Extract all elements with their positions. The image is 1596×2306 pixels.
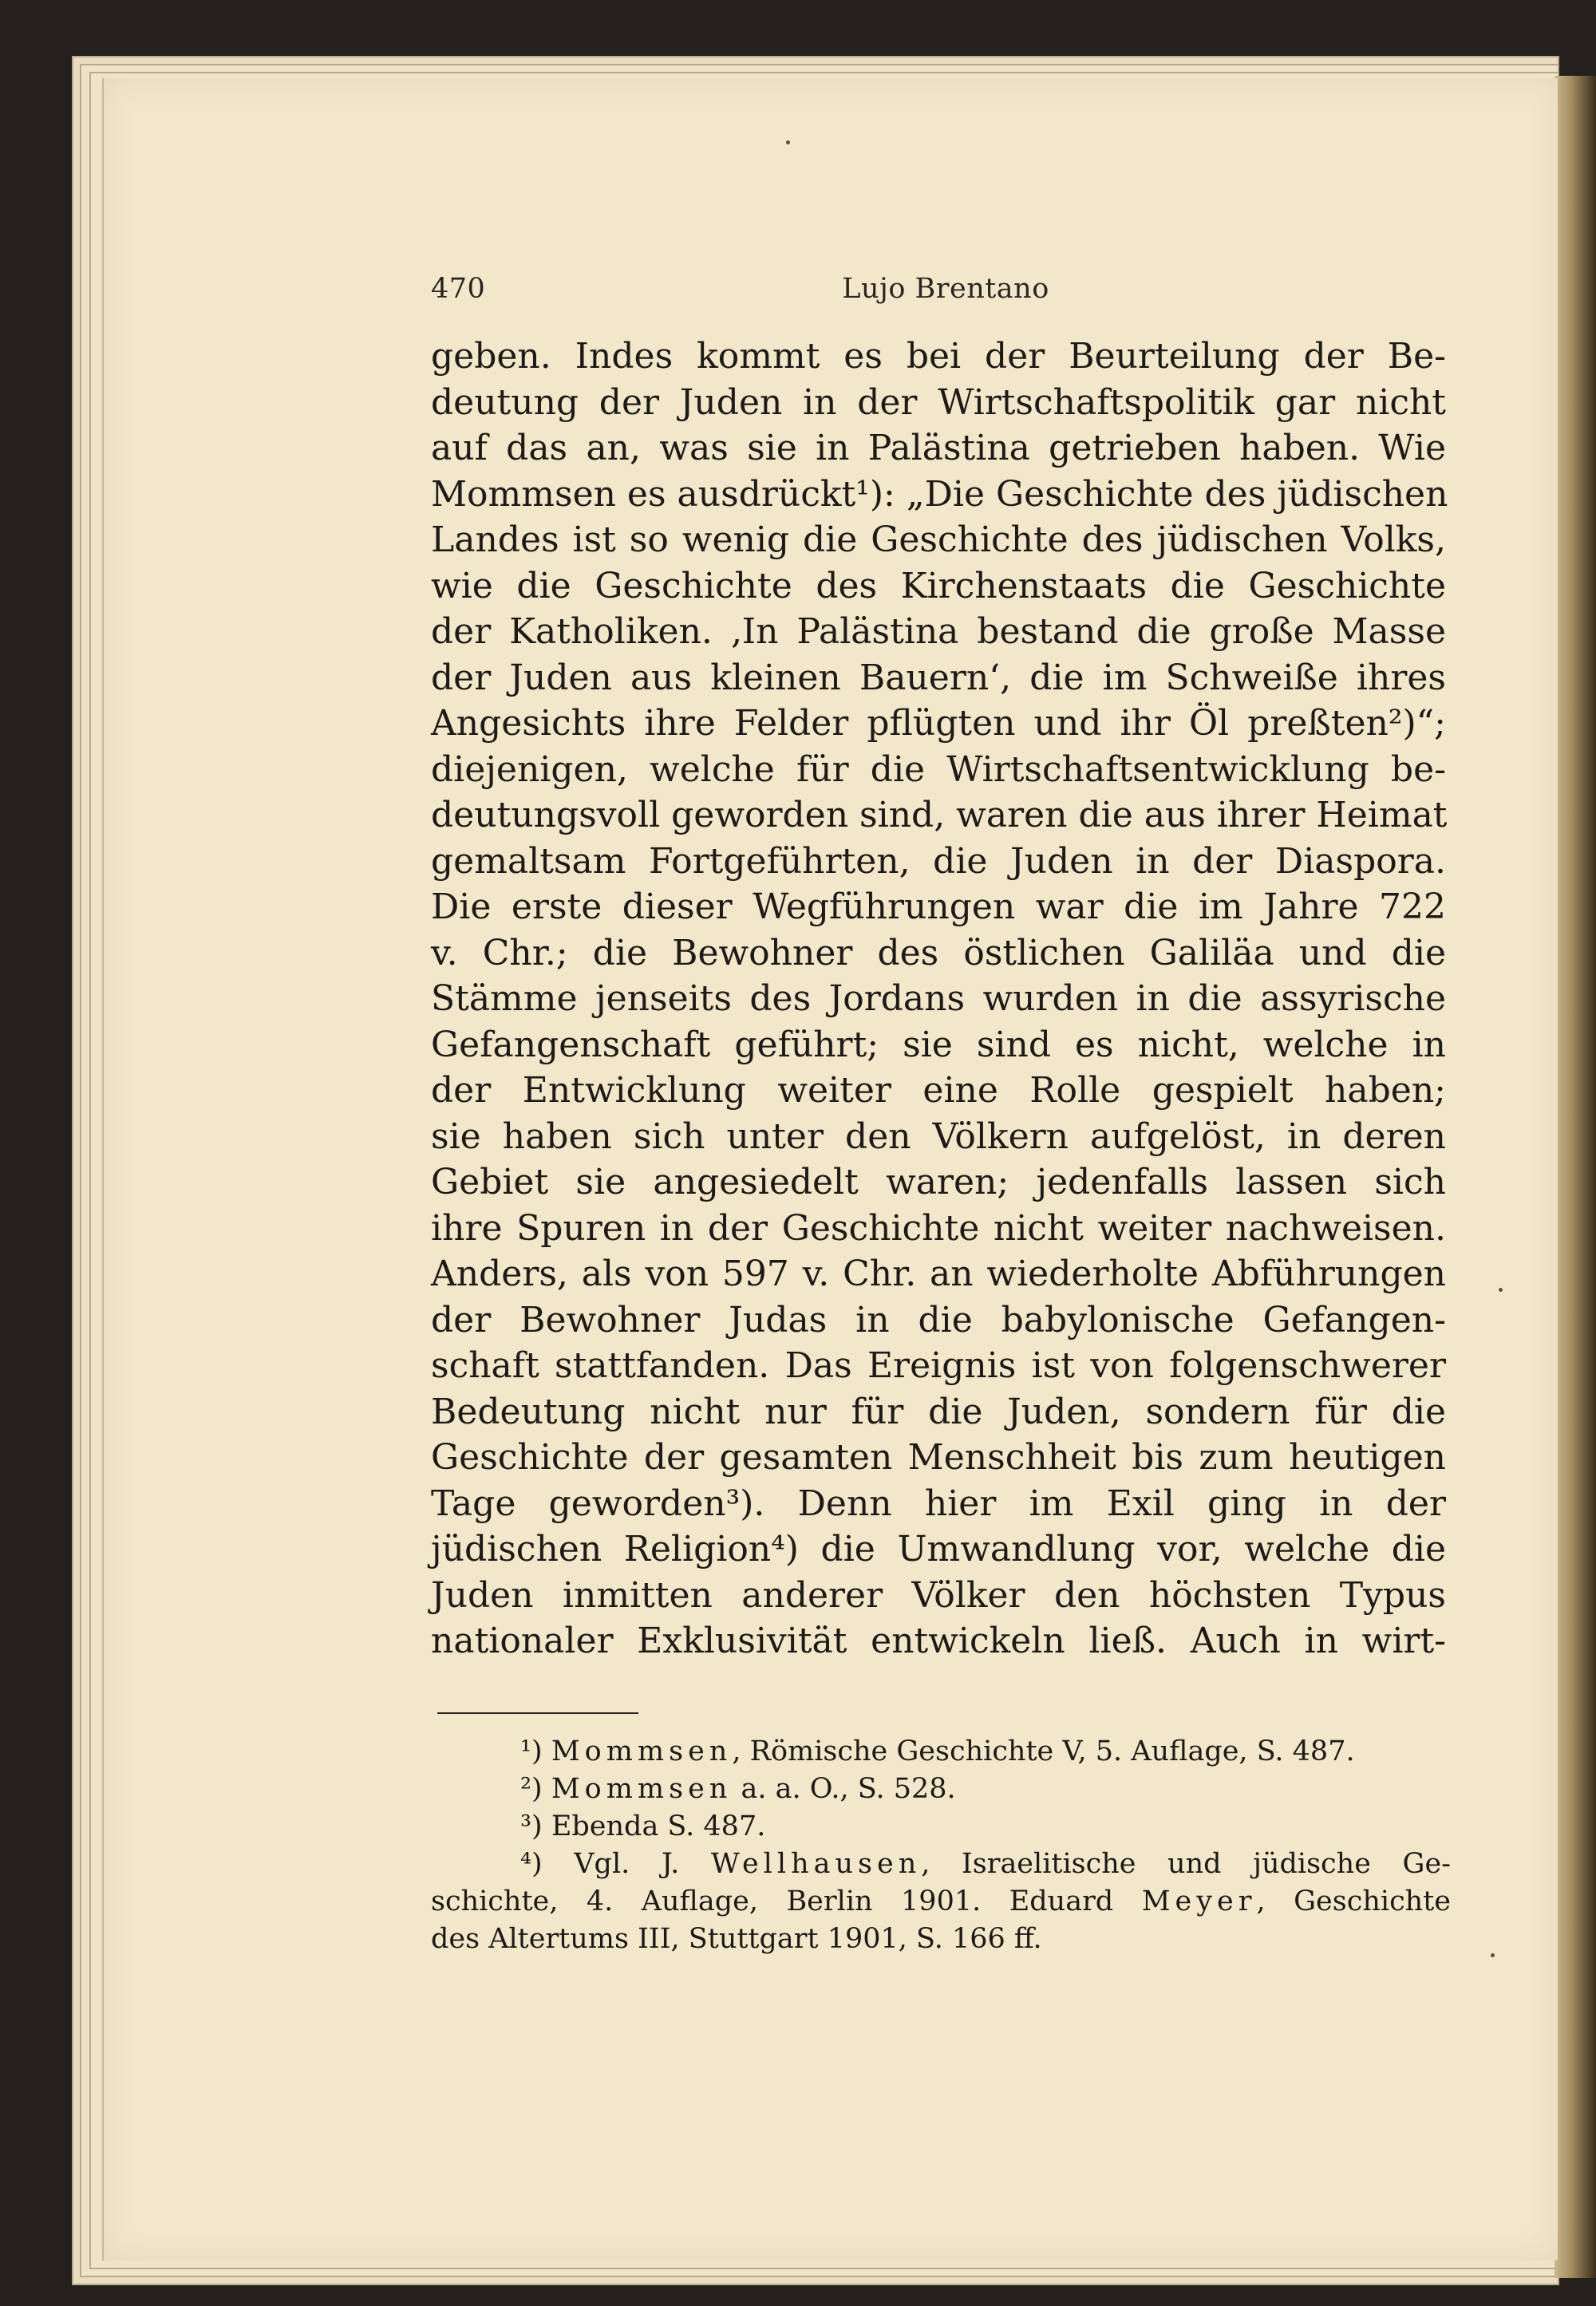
body-line: Gefangenschaft geführt; sie sind es nicht, welche in [431,1024,1446,1065]
footnote-4-line-2: schichte, 4. Auflage, Berlin 1901. Eduard Meyer, Geschichte [431,1885,1451,1917]
footnote-3: ³) Ebenda S. 487. [520,1810,766,1842]
page-number: 470 [431,273,486,305]
body-line: Geschichte der gesamten Menschheit bis zum heutigen [431,1437,1446,1478]
footnote-2: ²) Mommsen a. a. O., S. 528. [520,1773,956,1805]
body-line: geben. Indes kommt es bei der Beurteilung der Be- [431,336,1446,377]
body-line: deutungsvoll geworden sind, waren die aus ihrer Heimat [431,795,1448,835]
body-line: Tage geworden³). Denn hier im Exil ging in der [431,1483,1446,1524]
body-line: sie haben sich unter den Völkern aufgelöst, in deren [431,1115,1446,1157]
facing-page-edge [1555,76,1596,2278]
body-line: Angesichts ihre Felder pflügten und ihr Öl preßten²)“; [431,703,1446,744]
body-line: nationaler Exklusivität entwickeln ließ. Auch in wirt- [431,1621,1446,1661]
body-line: Mommsen es ausdrückt¹): „Die Geschichte des jüdischen [431,473,1448,515]
body-line: der Juden aus kleinen Bauern‘, die im Schweiße ihres [431,657,1446,698]
paper-speck [786,140,790,144]
body-line: gemaltsam Fortgeführten, die Juden in der Diaspora. [431,840,1446,882]
running-head [431,273,1460,308]
body-line: Bedeutung nicht nur für die Juden, sondern für die [431,1391,1446,1432]
footnote-4: ⁴) Vgl. J. Wellhausen, Israelitische und jüdische Ge- [520,1848,1451,1880]
body-line: v. Chr.; die Bewohner des östlichen Galiläa und die [431,932,1446,973]
body-line: ihre Spuren in der Geschichte nicht weiter nachweisen. [431,1207,1446,1249]
body-line: deutung der Juden in der Wirtschaftspolitik gar nicht [431,381,1446,423]
body-line: Die erste dieser Wegführungen war die im Jahre 722 [431,886,1446,927]
body-line: diejenigen, welche für die Wirtschaftsentwicklung be- [431,748,1446,790]
body-line: auf das an, was sie in Palästina getrieben haben. Wie [431,428,1446,468]
paper-speck [1491,1953,1495,1957]
body-line: Landes ist so wenig die Geschichte des jüdischen Volks, [431,519,1446,560]
footnote-1: ¹) Mommsen, Römische Geschichte V, 5. Auflage, S. 487. [520,1735,1355,1767]
body-line: der Bewohner Judas in die babylonische Gefangen- [431,1299,1446,1341]
body-line: Anders, als von 597 v. Chr. an wiederholte Abführungen [431,1254,1446,1294]
body-line: Gebiet sie angesiedelt waren; jedenfalls lassen sich [431,1162,1446,1202]
paper-speck [1499,1288,1503,1292]
body-line: wie die Geschichte des Kirchenstaats die Geschichte [431,565,1446,606]
footnote-rule [437,1712,638,1714]
body-line: Juden inmitten anderer Völker den höchsten Typus [431,1574,1446,1616]
body-line: der Entwicklung weiter eine Rolle gespielt haben; [431,1070,1446,1111]
body-line: der Katholiken. ‚In Palästina bestand die große Masse [431,611,1446,652]
body-line: schaft stattfanden. Das Ereignis ist von folgenschwerer [431,1345,1446,1386]
author-name: Lujo Brentano [842,273,1049,305]
footnote-4-line-3: des Altertums III, Stuttgart 1901, S. 166 ff. [431,1923,1042,1955]
footnotes [431,1733,1451,1958]
body-text [431,334,1446,1664]
body-line: Stämme jenseits des Jordans wurden in die assyrische [431,978,1446,1019]
body-line: jüdischen Religion⁴) die Umwandlung vor, welche die [431,1529,1446,1570]
